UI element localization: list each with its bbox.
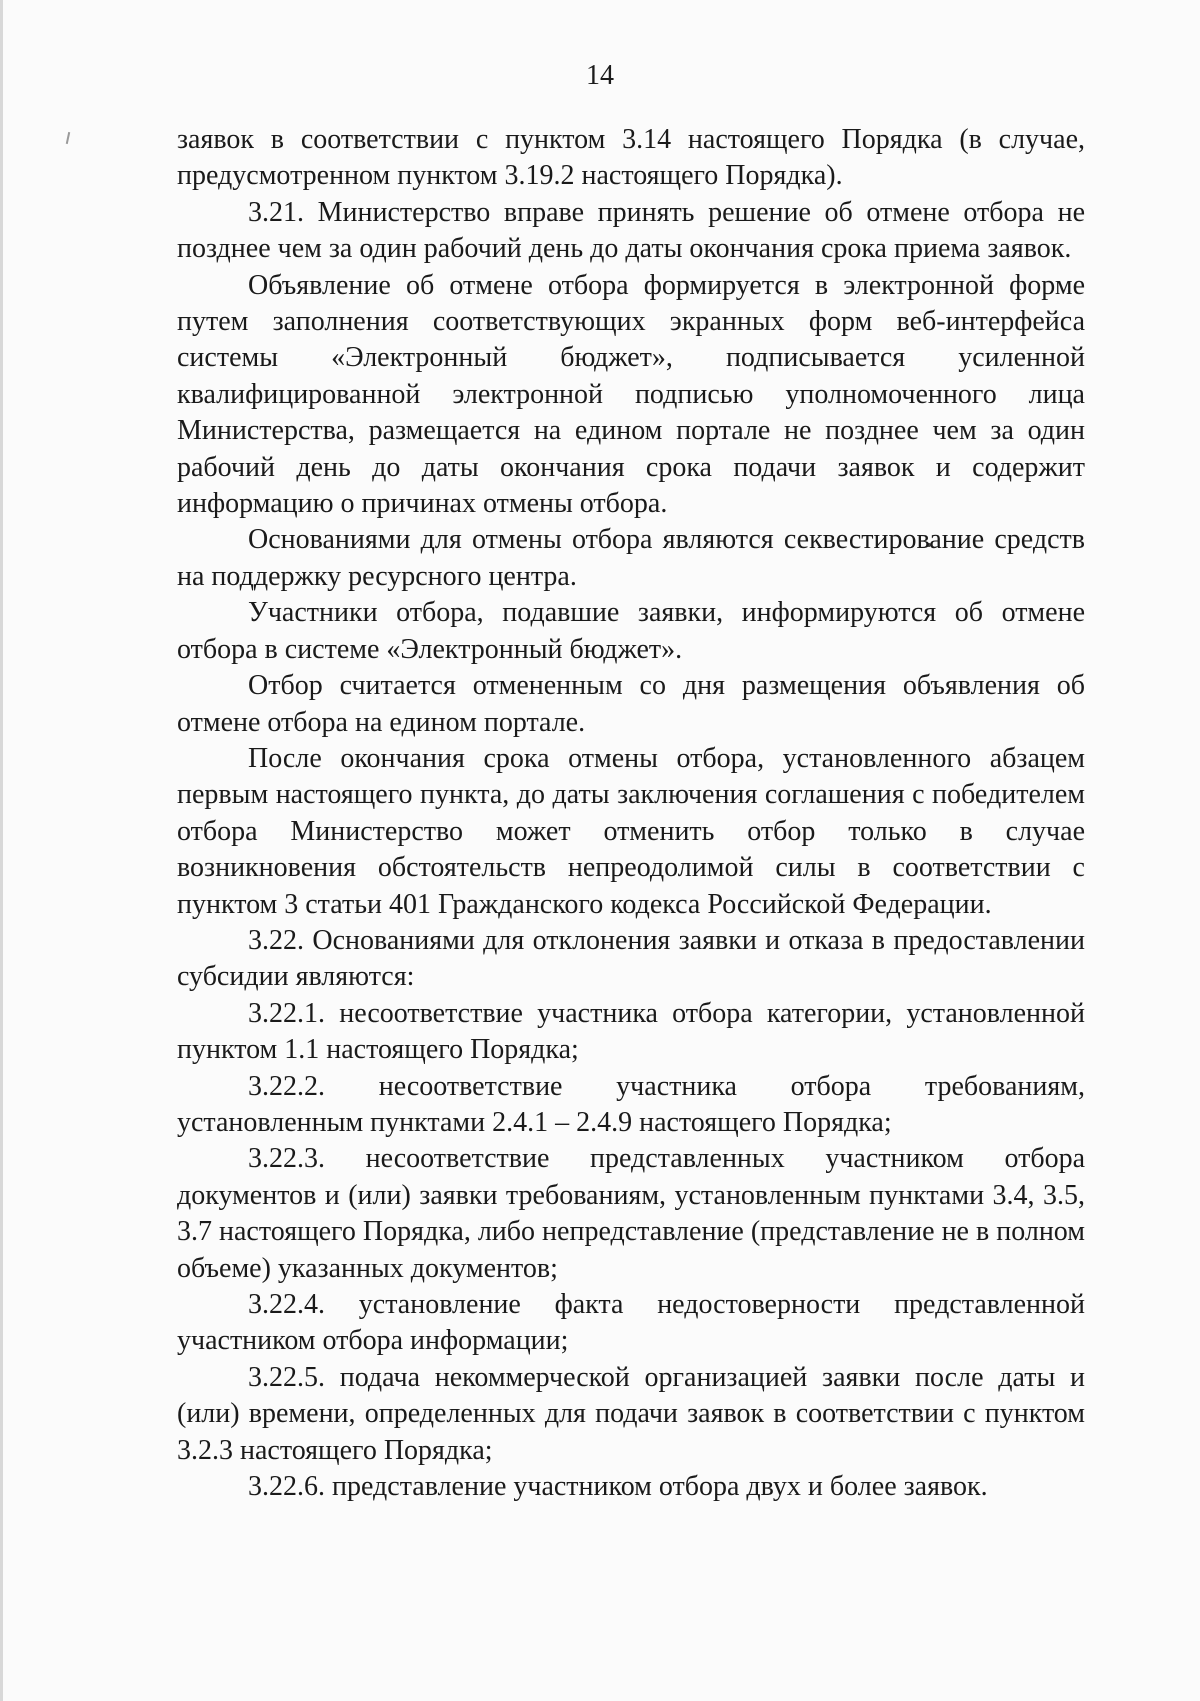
page-number: 14 [586, 60, 614, 91]
paragraph-cancellation-notice: Объявление об отмене отбора формируется в электронной форме путем заполнения соответствующих экранных форм веб-интерфейса системы «Электронный бюджет», подписывается усиленной квалифицированной электронной подписью уполномоченного лица Министерства, размещается на едином портале не позднее чем за один рабочий день до даты окончания срока подачи заявок и содержит информацию о причинах отмены отбора. [177, 269, 1085, 520]
list-item-3-22-3: 3.22.3. несоответствие представленных участником отбора документов и (или) заявки требованиям, установленным пунктами 3.4, 3.5, 3.7 настоящего Порядка, либо непредставление (представление не в полном объеме) указанных документов; [177, 1143, 1085, 1284]
paragraph-3-21: 3.21. Министерство вправе принять решение об отмене отбора не позднее чем за один рабочий день до даты окончания срока приема заявок. [177, 196, 1085, 265]
list-item-3-22-4: 3.22.4. установление факта недостоверности представленной участником отбора информации; [177, 1289, 1085, 1357]
paragraph-force-majeure: После окончания срока отмены отбора, установленного абзацем первым настоящего пункта, до даты заключения соглашения с победителем отбора Министерство может отменить отбор только в случае возникновения обстоятельств непреодолимой силы в соответствии с пунктом 3 статьи 401 Гражданского кодекса Российской Федерации. [177, 742, 1085, 920]
list-item-3-22-1: 3.22.1. несоответствие участника отбора категории, установленной пунктом 1.1 настоящего Порядка; [177, 997, 1085, 1066]
list-item-3-22-2: 3.22.2. несоответствие участника отбора требованиям, установленным пунктами 2.4.1 – 2.4.9 настоящего Порядка; [177, 1070, 1085, 1138]
paragraph-selection-cancelled: Отбор считается отмененным со дня размещения объявления об отмене отбора на едином портале. [177, 670, 1085, 738]
list-item-3-22-5: 3.22.5. подача некоммерческой организацией заявки после даты и (или) времени, определенных для подачи заявок в соответствии с пунктом 3.2.3 настоящего Порядка; [177, 1361, 1085, 1466]
scan-artifact-mark [66, 132, 70, 144]
page-edge-shadow [0, 0, 3, 1701]
list-item-3-22-6: 3.22.6. представление участником отбора двух и более заявок. [248, 1471, 988, 1503]
paragraph-3-22: 3.22. Основаниями для отклонения заявки и отказа в предоставлении субсидии являются: [177, 924, 1085, 993]
paragraph-continuation: заявок в соответствии с пунктом 3.14 настоящего Порядка (в случае, предусмотренном пунктом 3.19.2 настоящего Порядка). [177, 124, 1085, 192]
paragraph-participants-informed: Участники отбора, подавшие заявки, информируются об отмене отбора в системе «Электронный бюджет». [177, 597, 1085, 665]
paragraph-cancellation-grounds: Основаниями для отмены отбора являются секвестирование средств на поддержку ресурсного центра. [177, 524, 1085, 592]
document-body [177, 122, 1085, 1505]
